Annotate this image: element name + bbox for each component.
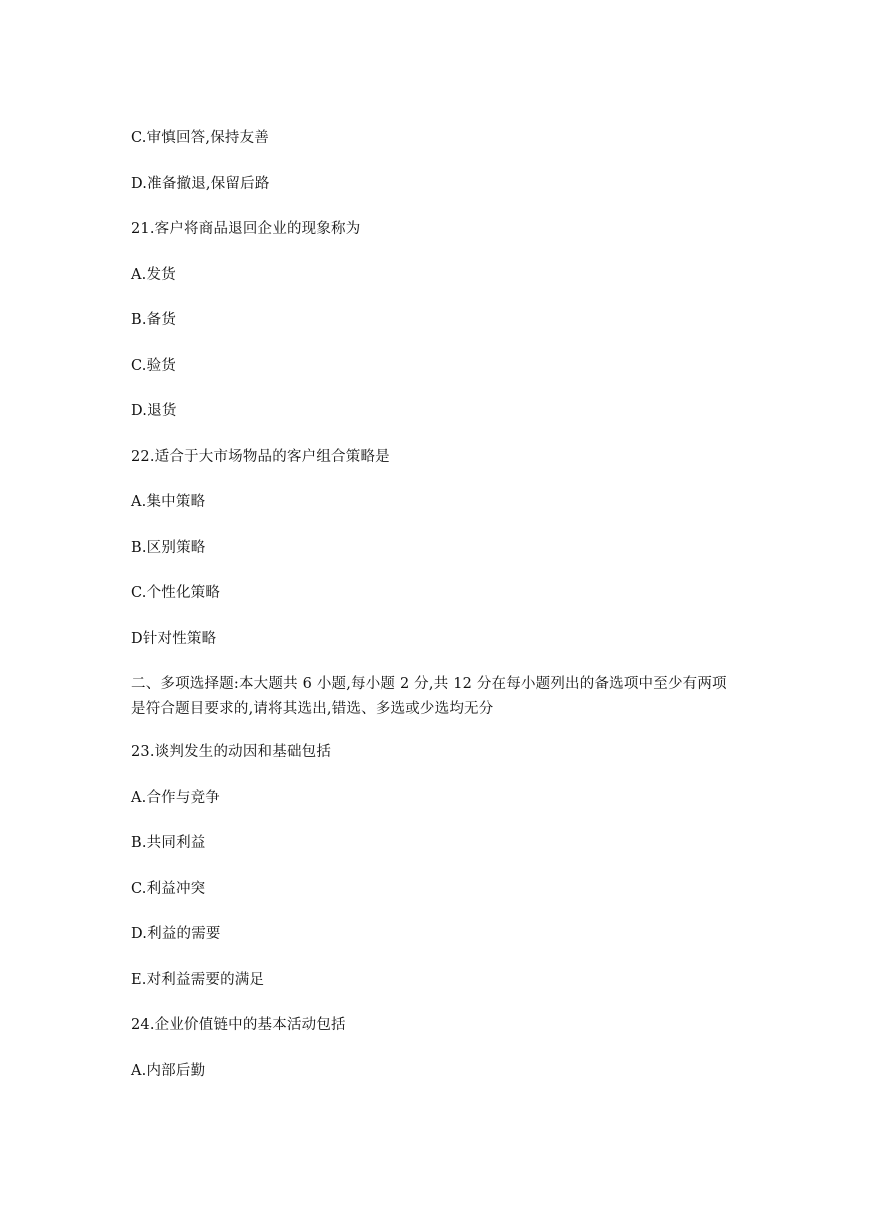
question-24: 24.企业价值链中的基本活动包括 [131, 1017, 346, 1033]
option-c-q21: C.验货 [131, 358, 176, 374]
option-e-q23: E.对利益需要的满足 [131, 972, 265, 988]
option-d-q22: D针对性策略 [131, 631, 217, 647]
option-a-q22: A.集中策略 [131, 494, 206, 510]
question-22: 22.适合于大市场物品的客户组合策略是 [131, 449, 390, 465]
option-a-q24: A.内部后勤 [131, 1063, 206, 1079]
option-d-q21: D.退货 [131, 403, 177, 419]
question-21: 21.客户将商品退回企业的现象称为 [131, 221, 361, 237]
option-b-q22: B.区别策略 [131, 540, 206, 556]
option-d-q23: D.利益的需要 [131, 926, 221, 942]
option-d-q20: D.准备撤退,保留后路 [131, 176, 270, 192]
option-b-q21: B.备货 [131, 312, 177, 328]
question-23: 23.谈判发生的动因和基础包括 [131, 744, 332, 760]
option-c-q20: C.审慎回答,保持友善 [131, 130, 269, 146]
section-header-multiple-choice [131, 672, 751, 722]
option-a-q21: A.发货 [131, 267, 176, 283]
option-b-q23: B.共同利益 [131, 835, 206, 851]
section-header-line-1: 二、多项选择题:本大题共 6 小题,每小题 2 分,共 12 分在每小题列出的备选项中至少有两项 [131, 676, 727, 692]
option-c-q22: C.个性化策略 [131, 585, 221, 601]
option-c-q23: C.利益冲突 [131, 881, 206, 897]
option-a-q23: A.合作与竞争 [131, 790, 220, 806]
section-header-line-2: 是符合题目要求的,请将其选出,错选、多选或少选均无分 [131, 701, 494, 717]
